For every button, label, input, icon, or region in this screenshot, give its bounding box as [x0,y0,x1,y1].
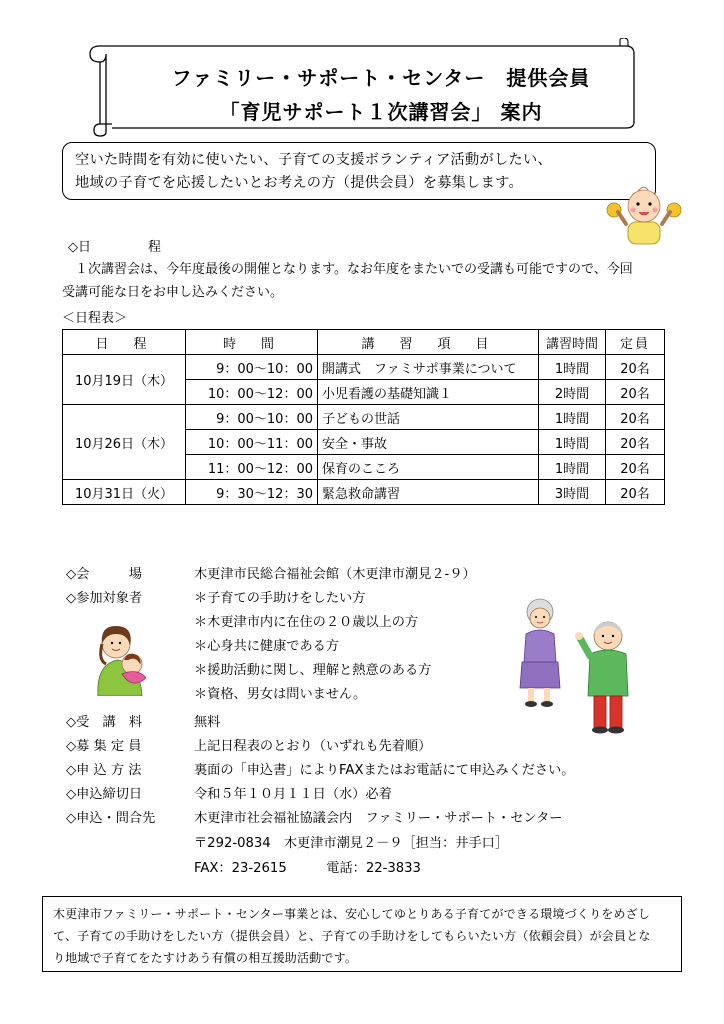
time-cell: 10：00～12：00 [186,380,318,405]
contact-line-1: 木更津市社会福祉協議会内 ファミリー・サポート・センター [194,811,563,826]
capacity-cell: 20名 [606,430,665,455]
item-cell: 保育のこころ [318,455,539,480]
elderly-couple-illustration [512,596,642,736]
hours-cell: 1時間 [539,405,606,430]
intro-line-2: 地域の子育てを応援したいとお考えの方（提供会員）を募集します。 [75,175,523,191]
schedule-table [62,329,665,505]
item-cell: 子どもの世話 [318,405,539,430]
footer-line-3: り地域で子育てをたすけあう有償の相互援助活動です。 [53,951,358,965]
mother-child-illustration [88,620,154,696]
eligible-item: ＊木更津市内に在住の２０歳以上の方 [194,615,419,630]
program-description-box [42,896,682,972]
item-cell: 開講式 ファミサポ事業について [318,355,539,380]
capacity-cell: 20名 [606,455,665,480]
item-cell: 小児看護の基礎知識１ [318,380,539,405]
page-subtitle: 「育児サポート１次講習会」 案内 [219,100,543,124]
venue-value: 木更津市民総合福祉会館（木更津市潮見２-９） [194,567,476,582]
capacity-cell: 20名 [606,480,665,505]
table-row [63,405,665,430]
apply-label: ◇申 込 方 法 [66,763,142,778]
time-cell: 9：00～10：00 [186,405,318,430]
column-header-date: 日 程 [63,330,186,355]
page-title: ファミリー・サポート・センター 提供会員 [171,66,591,90]
footer-line-1: 木更津市ファミリー・サポート・センター事業とは、安心してゆとりある子育てができる環境づくりをめざし [53,907,651,921]
capacity-cell: 20名 [606,405,665,430]
schedule-heading [68,236,161,255]
schedule-desc-line-2: 受講可能な日をお申し込みください。 [62,285,284,300]
fee-value: 無料 [194,715,221,730]
eligible-item: ＊心身共に健康である方 [194,639,340,654]
column-header-item: 講 習 項 目 [318,330,539,355]
eligible-label: ◇参加対象者 [66,591,143,606]
column-header-capacity: 定員 [606,330,665,355]
date-cell: 10月26日（木） [63,405,186,480]
eligible-item: ＊援助活動に関し、理解と熱意のある方 [194,663,432,678]
footer-line-2: て、子育ての手助けをしたい方（提供会員）と、子育ての手助けをしてもらいたい方（依頼会員）が会員とな [53,929,651,943]
hours-cell: 2時間 [539,380,606,405]
capacity-cell: 20名 [606,355,665,380]
date-cell: 10月19日（木） [63,355,186,405]
deadline-label: ◇申込締切日 [66,787,143,802]
schedule-heading-mark: ◇日 [68,240,91,255]
intro-box [62,142,656,200]
column-header-time: 時 間 [186,330,318,355]
capacity-value: 上記日程表のとおり（いずれも先着順） [194,739,432,754]
deadline-value: 令和５年１０月１１日（水）必着 [194,787,392,802]
hours-cell: 1時間 [539,355,606,380]
item-cell: 緊急救命講習 [318,480,539,505]
column-header-hours: 講習時間 [539,330,606,355]
hours-cell: 3時間 [539,480,606,505]
venue-label: ◇会 場 [66,567,143,582]
date-cell: 10月31日（火） [63,480,186,505]
capacity-label: ◇募 集 定 員 [66,739,142,754]
contact-line-3: FAX：23-2615 電話：22-3833 [194,861,421,876]
time-cell: 10：00～11：00 [186,430,318,455]
baby-illustration [604,182,684,246]
schedule-heading-end: 程 [148,240,162,255]
time-cell: 9：30～12：30 [186,480,318,505]
apply-value: 裏面の「申込書」によりFAXまたはお電話にて申込みください。 [194,763,575,778]
table-row [63,355,665,380]
table-header-row [63,330,665,355]
hours-cell: 1時間 [539,455,606,480]
contact-label: ◇申込・問合先 [66,811,156,826]
eligible-item: ＊資格、男女は問いません。 [194,687,367,702]
time-cell: 9：00～10：00 [186,355,318,380]
contact-line-2: 〒292-0834 木更津市潮見２－９［担当：井手口］ [194,836,509,851]
table-row [63,480,665,505]
eligible-item: ＊子育ての手助けをしたい方 [194,591,366,606]
schedule-description [62,258,666,304]
intro-line-1: 空いた時間を有効に使いたい、子育ての支援ボランティア活動がしたい、 [75,152,552,168]
schedule-table-label: ＜日程表＞ [62,311,128,326]
capacity-cell: 20名 [606,380,665,405]
schedule-desc-line-1: １次講習会は、今年度最後の開催となります。なお年度をまたいでの受講も可能ですので、今回 [62,262,633,277]
fee-label: ◇受 講 料 [66,715,143,730]
hours-cell: 1時間 [539,430,606,455]
time-cell: 11：00～12：00 [186,455,318,480]
item-cell: 安全・事故 [318,430,539,455]
title-banner [86,38,642,138]
